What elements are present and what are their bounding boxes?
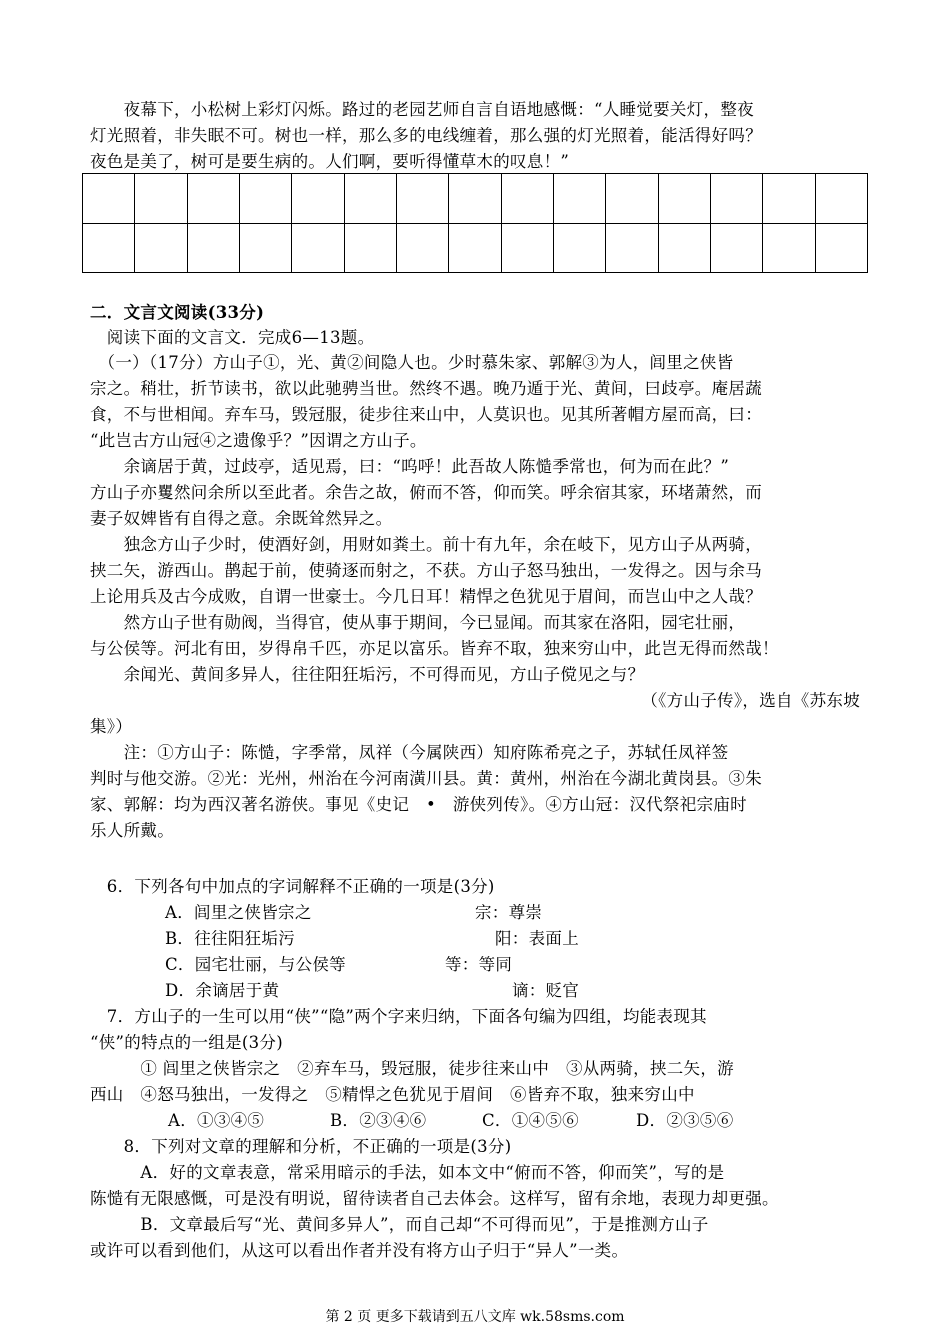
- passage-line: 夜幕下，小松树上彩灯闪烁。路过的老园艺师自言自语地感慨：“人睡觉要关灯，整夜: [90, 100, 754, 119]
- q7-choice-c[interactable]: C．①④⑤⑥: [482, 1111, 579, 1130]
- classical-line: 食，不与世相闻。弃车马，毁冠服，徒步往来山中，人莫识也。见其所著帽方屋而高，曰：: [90, 405, 762, 424]
- grid-cell[interactable]: [658, 223, 710, 273]
- q6-option-b[interactable]: B．往往阳狂垢污: [165, 929, 296, 948]
- passage-line: 夜色是美了，树可是要生病的。人们啊，要听得懂草木的叹息！”: [90, 152, 570, 171]
- q6-option-b-gloss: 阳：表面上: [495, 929, 579, 948]
- q7-choice-a[interactable]: A．①③④⑤: [168, 1111, 265, 1130]
- classical-line: 余谪居于黄，过歧亭，适见焉，曰：“呜呼！此吾故人陈慥季常也，何为而在此？”: [90, 457, 730, 476]
- page-footer: 第 2 页 更多下载请到五八文库 wk.58sms.com: [325, 1309, 625, 1325]
- grid-row: [83, 223, 868, 273]
- grid-cell[interactable]: [710, 223, 762, 273]
- classical-line: 上论用兵及古今成败，自谓一世豪士。今几日耳！精悍之色犹见于眉间，而岂山中之人哉？: [90, 587, 762, 606]
- question-7-stem: 7．方山子的一生可以用“侠”“隐”两个字来归纳，下面各句编为四组，均能表现其: [90, 1007, 707, 1026]
- grid-cell[interactable]: [553, 223, 605, 273]
- classical-line: “此岂古方山冠④之遗像乎？”因谓之方山子。: [90, 431, 427, 450]
- question-7-items: ① 闾里之侠皆宗之 ②弃车马，毁冠服，徒步往来山中 ③从两骑，挟二矢，游: [90, 1059, 734, 1078]
- section-instruction: 阅读下面的文言文．完成6—13题。: [90, 328, 375, 347]
- writing-grid: [82, 173, 868, 273]
- grid-cell[interactable]: [239, 174, 291, 224]
- q7-choice-b[interactable]: B．②③④⑥: [330, 1111, 427, 1130]
- grid-row: [83, 174, 868, 224]
- grid-cell[interactable]: [815, 223, 867, 273]
- classical-line: 妻子奴婢皆有自得之意。余既耸然异之。: [90, 509, 393, 528]
- classical-line: 然方山子世有勋阀，当得官，使从事于期间，今已显闻。而其家在洛阳，园宅壮丽，: [90, 613, 746, 632]
- q7-choice-d[interactable]: D．②③⑤⑥: [636, 1111, 734, 1130]
- grid-cell[interactable]: [396, 174, 448, 224]
- q6-option-c[interactable]: C．园宅壮丽，与公侯等: [165, 955, 346, 974]
- grid-cell[interactable]: [135, 223, 187, 273]
- grid-cell[interactable]: [763, 223, 815, 273]
- classical-line: 独念方山子少时，使酒好剑，用财如粪土。前十有九年，余在岐下，见方山子从两骑，: [90, 535, 762, 554]
- q8-option-a-cont: 陈慥有无限感慨，可是没有明说，留待读者自己去体会。这样写，留有余地，表现力却更强。: [90, 1189, 779, 1208]
- note-line: 注：①方山子：陈慥，字季常，凤祥（今属陕西）知府陈希亮之子，苏轼任凤祥签: [90, 743, 729, 762]
- grid-cell[interactable]: [187, 174, 239, 224]
- note-line: 乐人所戴。: [90, 821, 174, 840]
- q8-option-a[interactable]: A．好的文章表意，常采用暗示的手法，如本文中“俯而不答，仰而笑”，写的是: [90, 1163, 725, 1182]
- note-line: 判时与他交游。②光：光州，州治在今河南潢川县。黄：黄州，州治在今湖北黄岗县。③朱: [90, 769, 762, 788]
- grid-cell[interactable]: [292, 174, 344, 224]
- note-line: 家、郭解：均为西汉著名游侠。事见《史记 • 游侠列传》。④方山冠：汉代祭祀宗庙时: [90, 795, 747, 814]
- grid-cell[interactable]: [344, 223, 396, 273]
- source-citation-cont: 集》）: [90, 717, 133, 736]
- classical-line: 余闻光、黄间多异人，往往阳狂垢污，不可得而见，方山子傥见之与？: [90, 665, 645, 684]
- grid-cell[interactable]: [501, 174, 553, 224]
- grid-cell[interactable]: [606, 174, 658, 224]
- section-title: 二．文言文阅读(33分): [90, 303, 265, 322]
- grid-cell[interactable]: [187, 223, 239, 273]
- grid-cell[interactable]: [710, 174, 762, 224]
- classical-line: 宗之。稍壮，折节读书，欲以此驰骋当世。然终不遇。晚乃遁于光、黄间，曰歧亭。庵居蔬: [90, 379, 762, 398]
- grid-cell[interactable]: [763, 174, 815, 224]
- question-6-stem: 6．下列各句中加点的字词解释不正确的一项是(3分): [90, 877, 495, 896]
- question-8-stem: 8．下列对文章的理解和分析，不正确的一项是(3分): [90, 1137, 512, 1156]
- passage-line: 灯光照着，非失眠不可。树也一样，那么多的电线缠着，那么强的灯光照着，能活得好吗？: [90, 126, 762, 145]
- classical-line: 与公侯等。河北有田，岁得帛千匹，亦足以富乐。皆弃不取，独来穷山中，此岂无得而然哉！: [90, 639, 779, 658]
- q6-option-d-gloss: 谪：贬官: [512, 981, 580, 1000]
- grid-cell[interactable]: [396, 223, 448, 273]
- grid-cell[interactable]: [344, 174, 396, 224]
- grid-cell[interactable]: [83, 174, 135, 224]
- grid-cell[interactable]: [606, 223, 658, 273]
- classical-line: （一）（17分）方山子①，光、黄②间隐人也。少时慕朱家、郭解③为人，闾里之侠皆: [90, 353, 734, 372]
- grid-cell[interactable]: [239, 223, 291, 273]
- classical-line: 挟二矢，游西山。鹊起于前，使骑逐而射之，不获。方山子怒马独出，一发得之。因与余马: [90, 561, 762, 580]
- grid-cell[interactable]: [292, 223, 344, 273]
- source-citation: （《方山子传》，选自《苏东坡: [641, 691, 860, 710]
- grid-cell[interactable]: [658, 174, 710, 224]
- grid-cell[interactable]: [815, 174, 867, 224]
- q6-option-a-gloss: 宗：尊崇: [475, 903, 543, 922]
- q6-option-c-gloss: 等：等同: [445, 955, 513, 974]
- grid-cell[interactable]: [83, 223, 135, 273]
- q8-option-b-cont: 或许可以看到他们，从这可以看出作者并没有将方山子归于“异人”一类。: [90, 1241, 629, 1260]
- q8-option-b[interactable]: B．文章最后写“光、黄间多异人”，而自己却“不可得而见”，于是推测方山子: [90, 1215, 709, 1234]
- grid-cell[interactable]: [135, 174, 187, 224]
- question-7-stem-cont: “侠”的特点的一组是(3分): [90, 1033, 283, 1052]
- q6-option-a[interactable]: A．闾里之侠皆宗之: [165, 903, 312, 922]
- grid-cell[interactable]: [449, 174, 501, 224]
- grid-cell[interactable]: [501, 223, 553, 273]
- grid-cell[interactable]: [449, 223, 501, 273]
- classical-line: 方山子亦矍然问余所以至此者。余告之故，俯而不答，仰而笑。呼余宿其家，环堵萧然，而: [90, 483, 762, 502]
- question-7-items-cont: 西山 ④怒马独出，一发得之 ⑤精悍之色犹见于眉间 ⑥皆弃不取，独来穷山中: [90, 1085, 695, 1104]
- q6-option-d[interactable]: D．余谪居于黄: [165, 981, 280, 1000]
- grid-cell[interactable]: [553, 174, 605, 224]
